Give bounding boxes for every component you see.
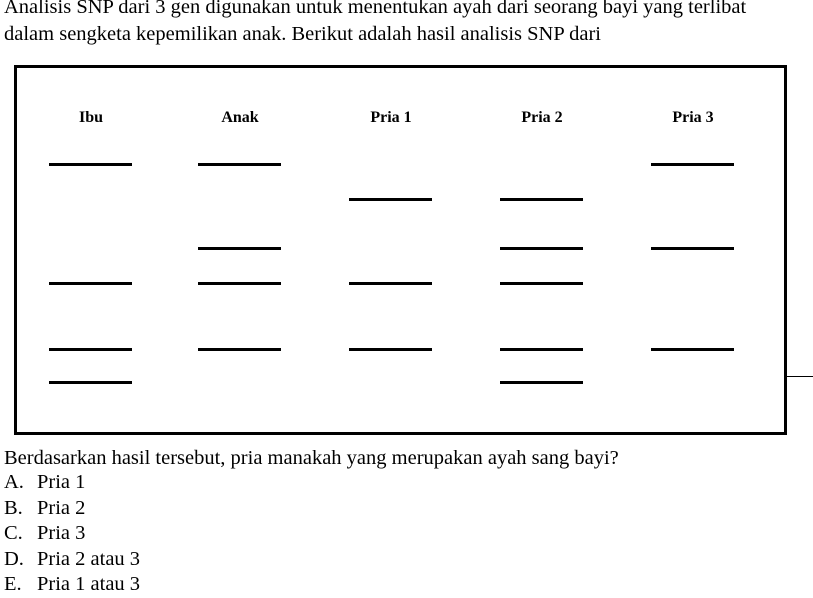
snp-band xyxy=(651,348,734,351)
option-text: Pria 2 xyxy=(37,496,86,519)
intro-line-2: dalam sengketa kepemilikan anak. Berikut adalah hasil analisis SNP dari xyxy=(4,23,601,45)
snp-band xyxy=(49,381,132,384)
snp-band xyxy=(349,282,432,285)
snp-band xyxy=(500,348,583,351)
lane-label-anak: Anak xyxy=(221,109,259,126)
lane-label-pria-2: Pria 2 xyxy=(521,109,563,126)
snp-band xyxy=(49,282,132,285)
option-letter: A. xyxy=(4,471,24,493)
option-a[interactable] xyxy=(4,470,140,496)
option-letter: E. xyxy=(4,573,22,595)
option-letter: C. xyxy=(4,522,23,544)
snp-band xyxy=(651,163,734,166)
snp-band xyxy=(49,348,132,351)
intro-text xyxy=(4,0,813,48)
snp-band xyxy=(500,381,583,384)
answer-options xyxy=(4,470,140,598)
snp-band xyxy=(49,163,132,166)
snp-band xyxy=(198,247,281,250)
snp-band xyxy=(349,348,432,351)
option-text: Pria 1 atau 3 xyxy=(37,573,141,595)
option-b[interactable] xyxy=(4,496,140,522)
snp-band xyxy=(500,282,583,285)
snp-band xyxy=(198,163,281,166)
option-e[interactable] xyxy=(4,572,140,598)
snp-band xyxy=(651,247,734,250)
snp-band xyxy=(349,198,432,201)
option-letter: D. xyxy=(4,547,24,570)
option-text: Pria 1 xyxy=(37,471,86,493)
snp-band xyxy=(500,247,583,250)
lane-label-pria-1: Pria 1 xyxy=(370,109,412,126)
lane-label-pria-3: Pria 3 xyxy=(672,109,714,126)
option-d[interactable] xyxy=(4,547,140,573)
snp-band xyxy=(198,282,281,285)
lane-label-ibu: Ibu xyxy=(78,109,104,126)
stray-line xyxy=(785,376,813,377)
question-text: Berdasarkan hasil tersebut, pria manakah yang merupakan ayah sang bayi? xyxy=(4,447,619,469)
option-text: Pria 3 xyxy=(37,522,86,544)
option-c[interactable] xyxy=(4,521,140,547)
snp-band xyxy=(500,198,583,201)
intro-line-1: Analisis SNP dari 3 gen digunakan untuk menentukan ayah dari seorang bayi yang terlibat xyxy=(4,0,747,18)
snp-band xyxy=(198,348,281,351)
option-letter: B. xyxy=(4,496,23,519)
option-text: Pria 2 atau 3 xyxy=(37,547,141,570)
